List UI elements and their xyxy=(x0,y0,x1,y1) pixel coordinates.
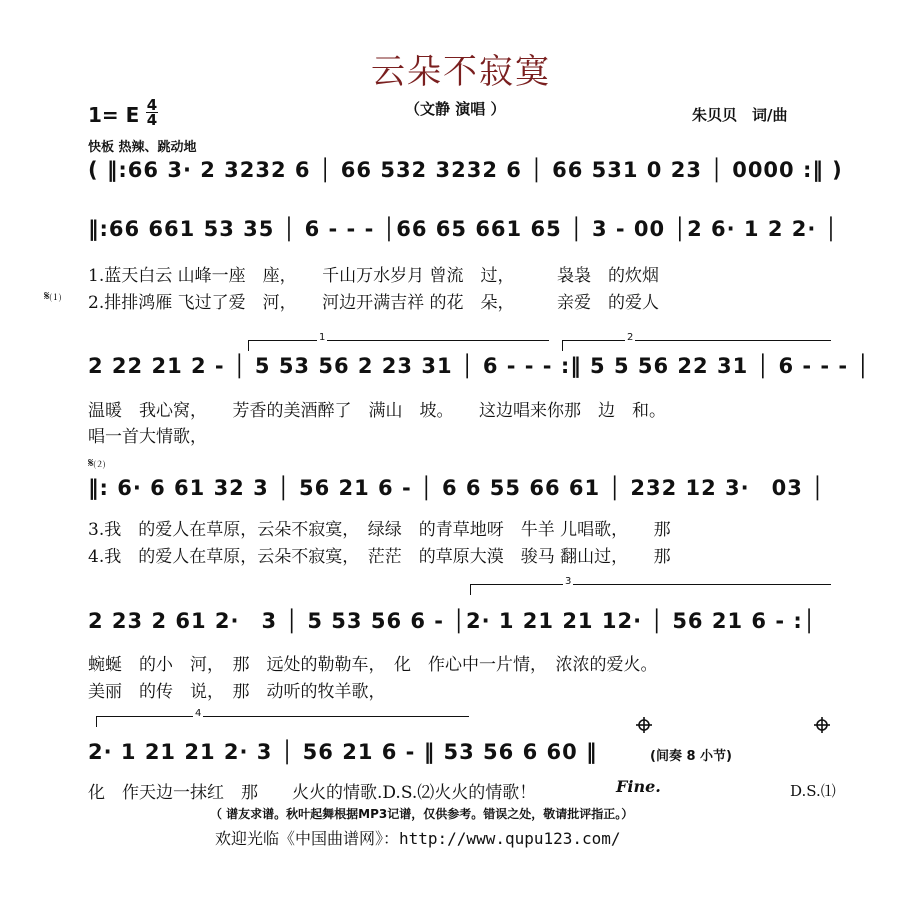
row2-notes: ‖:66 661 53 35 │ 6 - - - │66 65 661 65 │ 3 - 00 │2 6· 1 2 2· │ xyxy=(88,217,839,241)
volta-bracket-3 xyxy=(470,576,831,595)
tempo-marking: 快板 热辣、跳动地 xyxy=(88,140,197,155)
fine-marking: Fine. xyxy=(616,777,661,796)
volta-bracket-2 xyxy=(562,332,831,351)
time-sig-top: 4 xyxy=(146,96,158,114)
transcription-note: （ 谱友求谱。秋叶起舞根据MP3记谱，仅供参考。错误之处，敬请批评指正。） xyxy=(210,807,634,821)
volta-bracket-1 xyxy=(248,332,549,351)
row5-lyric-line2: 美丽 的传 说， 那 动听的牧羊歌， xyxy=(88,682,386,702)
volta-bracket-4 xyxy=(96,708,469,727)
row1-notes: ( ‖:66 3· 2 3232 6 │ 66 532 3232 6 │ 66 531 0 23 │ 0000 :‖ ) xyxy=(88,158,843,182)
interlude-marking: (间奏 8 小节) xyxy=(650,749,732,764)
volta-3-label: 3 xyxy=(565,576,572,587)
row2-lyric-verse1: 1.蓝天白云 山峰一座 座， 千山万水岁月 曾流 过， 袅袅 的炊烟 xyxy=(88,266,660,286)
row6-notes: 2· 1 21 21 2· 3 │ 56 21 6 - ‖ 53 56 6 60 ‖ xyxy=(88,740,598,764)
coda-icon-end xyxy=(814,717,830,733)
singer-credit: （文静 演唱 ） xyxy=(405,100,506,118)
row3-lyric-line2: 唱一首大情歌， xyxy=(88,427,207,447)
coda-icon xyxy=(636,717,652,733)
row3-notes: 2 22 21 2 - │ 5 53 56 2 23 31 │ 6 - - - :‖ 5 5 56 22 31 │ 6 - - - │ xyxy=(88,354,871,378)
ds1-marking: D.S.⑴ xyxy=(790,782,836,800)
volta-4-label: 4 xyxy=(195,708,202,719)
time-sig-bottom: 4 xyxy=(146,111,158,129)
time-signature xyxy=(146,98,158,127)
row4-lyric-verse3: 3.我 的爱人在草原，云朵不寂寞， 绿绿 的青草地呀 牛羊 儿唱歌， 那 xyxy=(88,520,671,540)
song-title: 云朵不寂寞 xyxy=(371,52,551,92)
row5-lyric-line1: 蜿蜒 的小 河， 那 远处的勒勒车， 化 作心中一片情， 浓浓的爱火。 xyxy=(88,655,658,675)
volta-1-label: 1 xyxy=(319,332,326,343)
site-footer[interactable]: 欢迎光临《中国曲谱网》：http://www.qupu123.com/ xyxy=(215,829,621,848)
row3-lyric-line1: 温暖 我心窝， 芳香的美酒醉了 满山 坡。 这边唱来你那 边 和。 xyxy=(88,401,666,421)
composer-credit: 朱贝贝 词/曲 xyxy=(692,106,788,124)
volta-2-label: 2 xyxy=(627,332,634,343)
row2-lyric-verse2: 2.排排鸿雁 飞过了爱 河， 河边开满吉祥 的花 朵， 亲爱 的爱人 xyxy=(88,293,660,313)
row6-lyric: 化 作天边一抹红 那 火火的情歌.D.S.⑵火火的情歌！ xyxy=(88,783,537,803)
key-signature: 1= E xyxy=(88,103,140,127)
row4-notes: ‖: 6· 6 61 32 3 │ 56 21 6 - │ 6 6 55 66 61 │ 232 12 3· 03 │ xyxy=(88,476,825,500)
segno-1: 𝄋⑴ xyxy=(44,289,62,304)
row4-lyric-verse4: 4.我 的爱人在草原，云朵不寂寞， 茫茫 的草原大漠 骏马 翻山过， 那 xyxy=(88,547,671,567)
segno-2: 𝄋⑵ xyxy=(88,456,106,471)
row5-notes: 2 23 2 61 2· 3 │ 5 53 56 6 - │2· 1 21 21 12· │ 56 21 6 - :│ xyxy=(88,609,817,633)
